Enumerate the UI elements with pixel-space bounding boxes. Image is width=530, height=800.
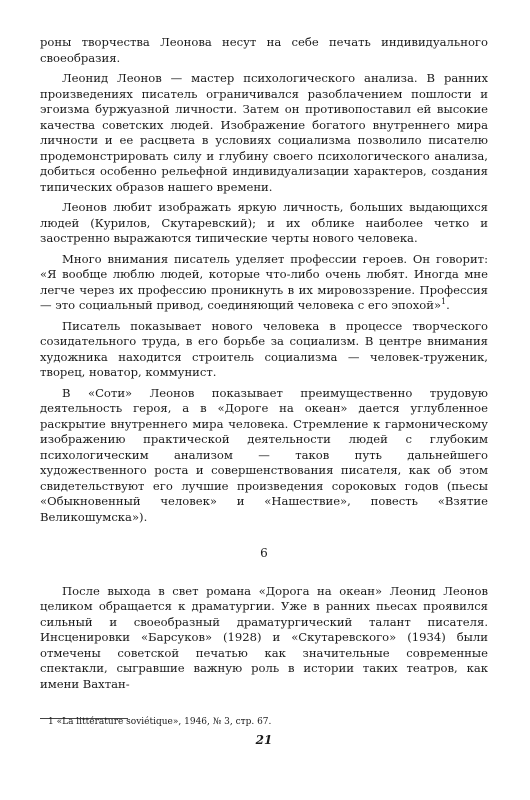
paragraph-new-man: Писатель показывает нового человека в процессе творческого созидательного труда, в его борьбе за социализм. В центре внимания художника находится строитель социализма — человек-труженик, творец, новатор, коммунист. — [40, 318, 488, 379]
footnote: 1 «La littérature soviétique», 1946, № 3, стр. 67. — [48, 717, 272, 727]
paragraph-bright-personality: Леонов любит изображать яркую личность, больших выдающихся людей (Курилов, Скутаревский); и их облике наиболее четко и заостренно выражаются типические черты нового человека. — [40, 200, 488, 245]
paragraph-drama: После выхода в свет романа «Дорога на океан» Леонид Леонов целиком обращается к драматургии. Уже в ранних пьесах проявился сильный и своеобразный драматургический талант писателя. Инсценировки «Барсуков» (1928) и «Скутаревского» (1934) были отмечены советской печатью как значительные современные спектакли, сыгравшие важную роль в истории таких театров, как имени Вахтан- — [40, 583, 488, 691]
paragraph-profession-text: Много внимания писатель уделяет профессии героев. Он говорит: «Я вообще люблю людей, которые что-либо очень любят. Иногда мне легче через их профессию проникнуть в их мировоззрение. Профессия — это социальный привод, соединяющий человека с его эпохой» — [40, 251, 488, 312]
paragraph-continuation: роны творчества Леонова несут на себе печать индивидуального своеобразия. — [40, 35, 488, 65]
paragraph-sot: В «Соти» Леонов показывает преимущественно трудовую деятельность героя, а в «Дороге на океан» дается углубленное раскрытие внутреннего мира человека. Стремление к гармоническому изображению практической деятельности людей с глубоким психологическим анализом — таков путь дальнейшего художественного роста и совершенствования писателя, как об этом свидетельствуют его лучшие произведения сороковых годов (пьесы «Обыкновенный человек» и «Нашествие», повесть «Взятие Великошумска»). — [40, 385, 488, 524]
document-page — [40, 35, 488, 775]
paragraph-profession: Много внимания писатель уделяет профессии героев. Он говорит: «Я вообще люблю людей, которые что-либо очень любят. Иногда мне легче через их профессию проникнуть в их мировоззрение. Профессия — это социальный привод, соединяющий человека с его эпохой»$^1$. — [40, 251, 488, 312]
footnote-reference[interactable]: 1 — [441, 297, 447, 307]
paragraph-psychological-analysis: Леонид Леонов — мастер психологического анализа. В ранних произведениях писатель ограничивался разоблачением пошлости и эгоизма буржуазной личности. Затем он противопоставил ей высокие качества советских людей. Изображение богатого внутреннего мира личности и ее расцвета в условиях социализма позволило писателю продемонстрировать силу и глубину своего психологического анализа, добиться особенно рельефной индивидуализации характеров, создания типических образов нашего времени. — [40, 71, 488, 194]
section-number: 6 — [260, 546, 268, 560]
body-text — [40, 35, 488, 692]
page-number: 21 — [255, 733, 273, 747]
